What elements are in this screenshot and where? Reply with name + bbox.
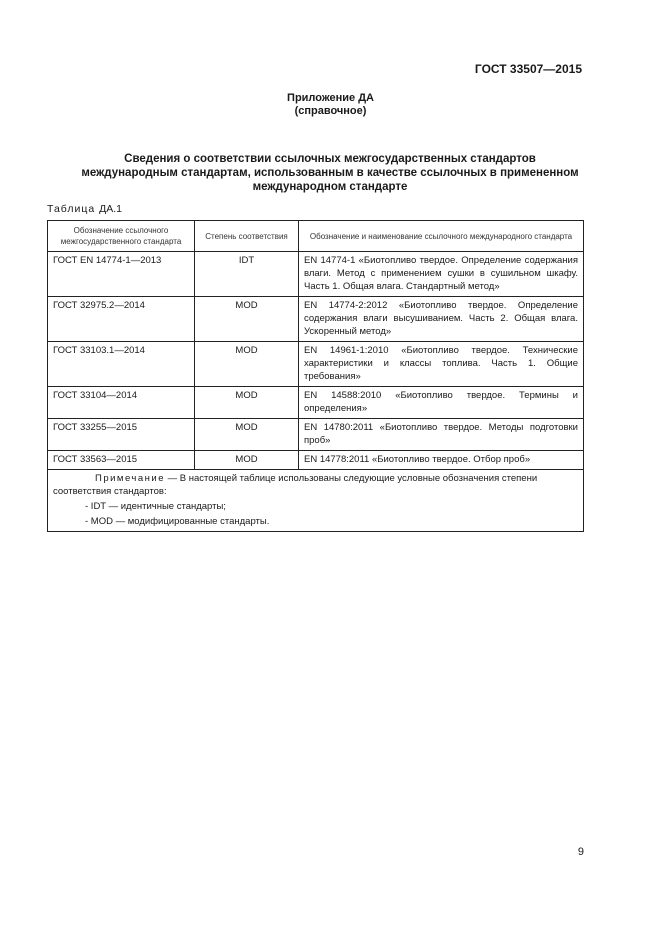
table-row — [48, 419, 584, 451]
cell-gost: ГОСТ EN 14774-1—2013 — [48, 252, 195, 297]
table-row — [48, 451, 584, 470]
note-item: - MOD — модифицированные стандарты. — [85, 516, 270, 527]
table-caption-word: Таблица — [47, 203, 96, 215]
note-text: — В настоящей таблице использованы следующие условные обозначения степени соответствия стандартов: — [53, 473, 538, 497]
cell-degree: MOD — [195, 342, 299, 387]
table-row — [48, 252, 584, 297]
cell-gost: ГОСТ 32975.2—2014 — [48, 297, 195, 342]
table-row — [48, 297, 584, 342]
section-title-line: международном стандарте — [252, 181, 408, 193]
cell-degree: MOD — [195, 297, 299, 342]
note-lead — [53, 472, 578, 498]
column-header-gost: Обозначение ссылочного межгосударственного стандарта — [48, 221, 195, 252]
note-word: Примечание — [95, 473, 165, 484]
section-title-line: международным стандартам, использованным в качестве ссылочных в примененном — [81, 167, 579, 179]
cell-degree: MOD — [195, 419, 299, 451]
cell-international: EN 14961-1:2010 «Биотопливо твердое. Технические характеристики и классы топлива. Часть 1. Общие требования» — [299, 342, 584, 387]
cell-degree: IDT — [195, 252, 299, 297]
document-code: ГОСТ 33507—2015 — [474, 62, 582, 76]
table-caption-number: ДА.1 — [99, 203, 122, 215]
column-header-international: Обозначение и наименование ссылочного международного стандарта — [299, 221, 584, 252]
table-note — [48, 470, 584, 532]
table-note-row — [48, 470, 584, 532]
section-title-line: Сведения о соответствии ссылочных межгосударственных стандартов — [124, 153, 536, 165]
table-header-row — [48, 221, 584, 252]
appendix-title: Приложение ДА — [287, 92, 374, 104]
cell-gost: ГОСТ 33104—2014 — [48, 387, 195, 419]
appendix-subtitle: (справочное) — [294, 105, 367, 117]
cell-international: EN 14780:2011 «Биотопливо твердое. Методы подготовки проб» — [299, 419, 584, 451]
note-item: - IDT — идентичные стандарты; — [85, 501, 226, 512]
cell-international: EN 14588:2010 «Биотопливо твердое. Термины и определения» — [299, 387, 584, 419]
cell-international: EN 14778:2011 «Биотопливо твердое. Отбор проб» — [299, 451, 584, 470]
table-row — [48, 387, 584, 419]
table-caption — [47, 203, 122, 215]
cell-international: EN 14774-1 «Биотопливо твердое. Определение содержания влаги. Метод с применением сушки в сушильном шкафу. Часть 1. Общая влага. Стандартный метод» — [299, 252, 584, 297]
cell-gost: ГОСТ 33103.1—2014 — [48, 342, 195, 387]
cell-degree: MOD — [195, 387, 299, 419]
appendix-heading — [0, 92, 661, 118]
table-row — [48, 342, 584, 387]
correspondence-table — [47, 220, 584, 532]
page-number: 9 — [577, 846, 584, 858]
cell-degree: MOD — [195, 451, 299, 470]
section-title — [60, 152, 600, 194]
column-header-degree: Степень соответствия — [195, 221, 299, 252]
cell-international: EN 14774-2:2012 «Биотопливо твердое. Определение содержания влаги высушиванием. Часть 2. Общая влага. Ускоренный метод» — [299, 297, 584, 342]
cell-gost: ГОСТ 33563—2015 — [48, 451, 195, 470]
cell-gost: ГОСТ 33255—2015 — [48, 419, 195, 451]
